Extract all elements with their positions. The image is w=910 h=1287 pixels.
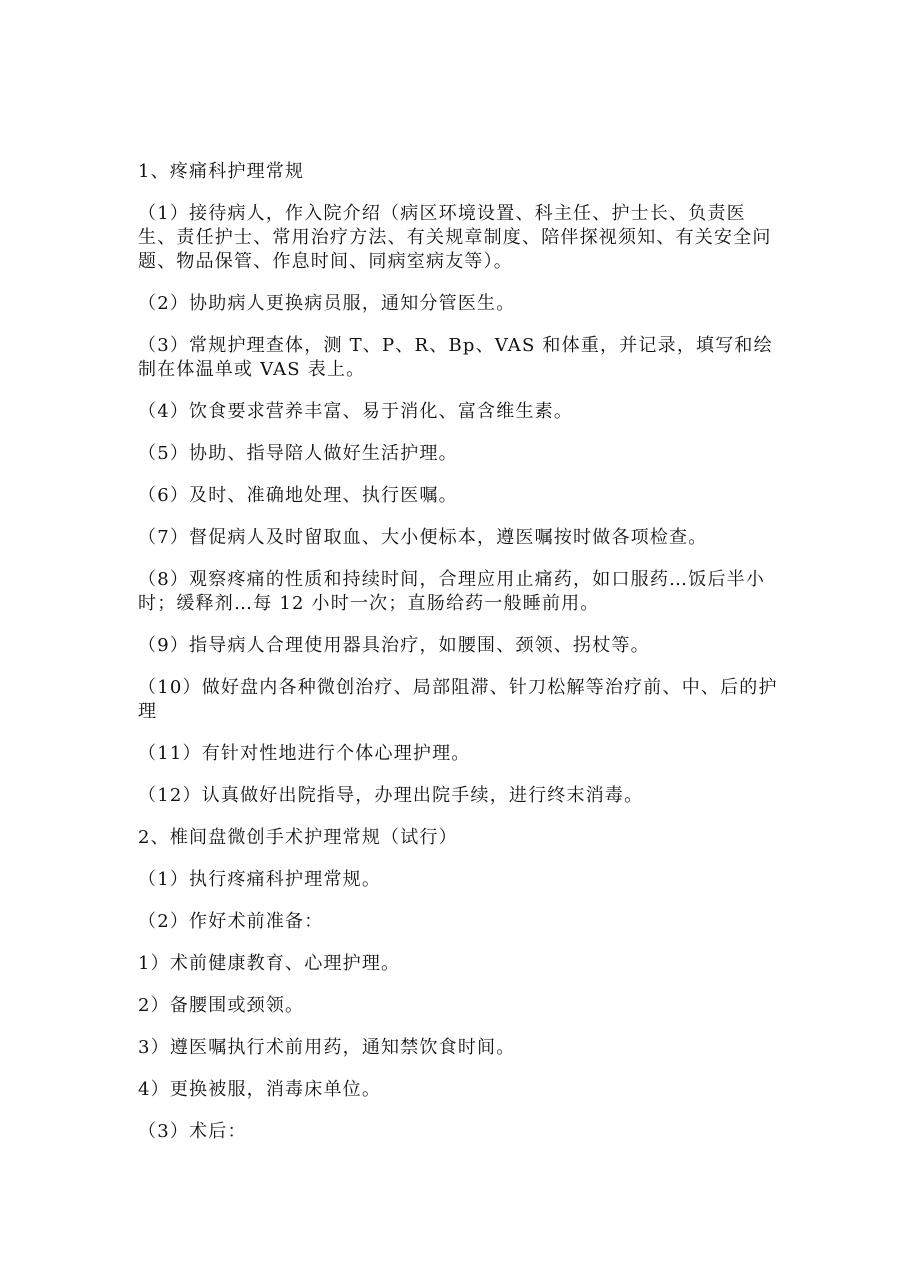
paragraph-12: （12）认真做好出院指导，办理出院手续，进行终末消毒。 (138, 785, 644, 806)
sub-item-3: 3）遵医嘱执行术前用药，通知禁饮食时间。 (138, 1037, 516, 1058)
section-heading-pain-care: 1、疼痛科护理常规 (138, 161, 305, 182)
paragraph-10: （10）做好盘内各种微创治疗、局部阻滞、针刀松解等治疗前、中、后的护理 (138, 677, 778, 722)
paragraph-3: （3）常规护理查体，测 T、P、R、Bp、VAS 和体重，并记录，填写和绘制在体温单或 VAS 表上。 (138, 335, 773, 380)
paragraph-6: （6）及时、准确地处理、执行医嘱。 (138, 485, 458, 506)
sub-item-1: 1）术前健康教育、心理护理。 (138, 953, 401, 974)
paragraph-4: （4）饮食要求营养丰富、易于消化、富含维生素。 (138, 401, 574, 422)
paragraph-15: （2）作好术前准备： (138, 911, 324, 932)
paragraph-7: （7）督促病人及时留取血、大小便标本，遵医嘱按时做各项检查。 (138, 527, 708, 548)
paragraph-5: （5）协助、指导陪人做好生活护理。 (138, 443, 458, 464)
paragraph-11: （11）有针对性地进行个体心理护理。 (138, 743, 471, 764)
section-heading-disc-surgery: 2、椎间盘微创手术护理常规（试行） (138, 827, 458, 848)
paragraph-8: （8）观察疼痛的性质和持续时间，合理应用止痛药，如口服药…饭后半小时；缓释剂…每 12 小时一次；直肠给药一般睡前用。 (138, 569, 766, 614)
paragraph-1: （1）接待病人，作入院介绍（病区环境设置、科主任、护士长、负责医生、责任护士、常用治疗方法、有关规章制度、陪伴探视须知、有关安全问题、物品保管、作息时间、同病室病友等）。 (138, 203, 772, 272)
paragraph-2: （2）协助病人更换病员服，通知分管医生。 (138, 293, 516, 314)
document-body (138, 160, 778, 1144)
paragraph-14: （1）执行疼痛科护理常规。 (138, 869, 382, 890)
sub-item-4: 4）更换被服，消毒床单位。 (138, 1079, 382, 1100)
paragraph-post-op: （3）术后： (138, 1121, 247, 1142)
sub-item-2: 2）备腰围或颈领。 (138, 995, 305, 1016)
paragraph-9: （9）指导病人合理使用器具治疗，如腰围、颈领、拐杖等。 (138, 635, 650, 656)
